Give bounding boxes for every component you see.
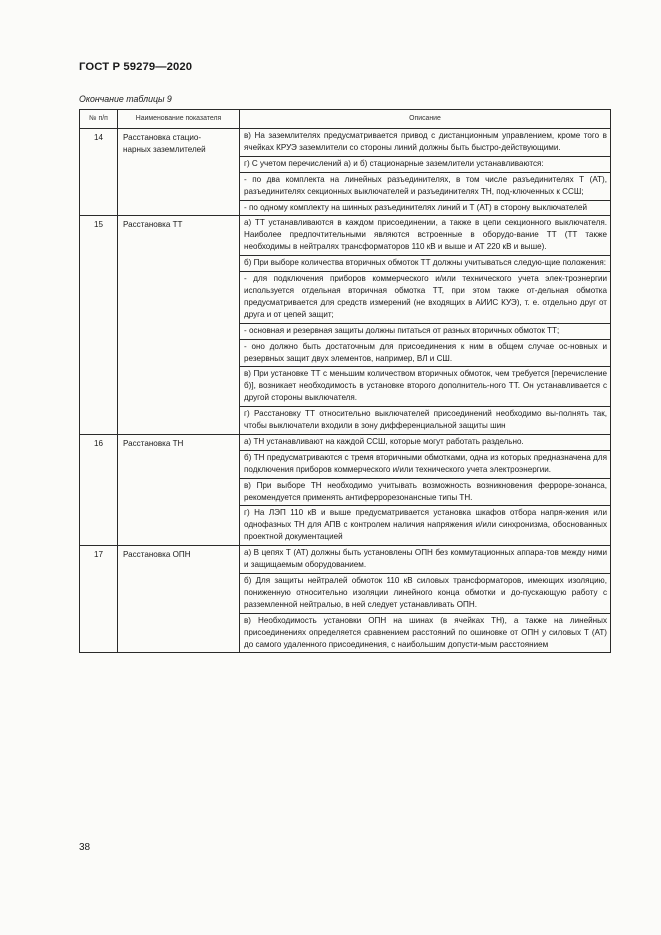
table-header-row	[80, 110, 611, 129]
description-paragraph: - оно должно быть достаточным для присоединения к ним в общем случае ос-новных и резервных защит двух элементов, например, ВЛ и СШ.	[240, 340, 610, 368]
description-paragraph: г) С учетом перечислений а) и б) стационарные заземлители устанавливаются:	[240, 157, 610, 173]
description-paragraph: б) Для защиты нейтралей обмоток 110 кВ силовых трансформаторов, имеющих изоляцию, пониженную относительно изоляции линейного конца обмотки и до-пускающую работу с разземленной нейтралью, в ней следует устанавливать ОПН.	[240, 574, 610, 614]
indicator-name: Расстановка ТН	[118, 434, 240, 545]
document-title: ГОСТ Р 59279—2020	[79, 61, 193, 73]
table-body	[80, 129, 611, 653]
row-number: 15	[80, 216, 118, 435]
column-header-description: Описание	[240, 110, 611, 129]
description-cell	[240, 216, 611, 435]
description-paragraph: в) При установке ТТ с меньшим количеством вторичных обмоток, чем требуется [перечисление б)], возникает необходимость в установке второго дополнитель-ного ТТ. Он устанавливается с другой стороны выключателя.	[240, 367, 610, 407]
row-number: 17	[80, 546, 118, 653]
description-paragraph: - по одному комплекту на шинных разъединителях линий и Т (АТ) в сторону выключателей	[244, 202, 587, 212]
description-paragraph: в) При выборе ТН необходимо учитывать возможность возникновения ферроре-зонанса, рекомендуется применять антиферрорезонансные типы ТН.	[240, 479, 610, 507]
table-row	[80, 129, 611, 216]
description-cell	[240, 434, 611, 545]
indicator-name: Расстановка ТТ	[118, 216, 240, 435]
description-paragraph: г) Расстановку ТТ относительно выключателей присоединений необходимо вы-полнять так, чтобы выключатели входили в зону дифференциальной защиты шин	[244, 409, 607, 431]
table-row	[80, 434, 611, 545]
table-row	[80, 216, 611, 435]
description-cell	[240, 129, 611, 216]
row-number: 14	[80, 129, 118, 216]
description-paragraph: а) В цепях Т (АТ) должны быть установлены ОПН без коммутационных аппара-тов между ними и защищаемым оборудованием.	[240, 546, 610, 574]
description-paragraph: г) На ЛЭП 110 кВ и выше предусматривается установка шкафов отбора напря-жения или однофазных ТН для АПВ с контролем наличия напряжения и/или синхронизма, обоснованных проектной документацией	[244, 508, 607, 542]
description-paragraph: - по два комплекта на линейных разъединителях, в том числе разъединителях Т (АТ), разъединителях секционных выключателей и разъединителях ТН, под-ключенных к ССШ;	[240, 173, 610, 201]
column-header-name: Наименование показателя	[118, 110, 240, 129]
row-number: 16	[80, 434, 118, 545]
description-paragraph: а) ТТ устанавливаются в каждом присоединении, а также в цепи секционного выключателя. Наиболее предпочтительными являются встроенные в оборудо-вание ТТ (ТТ также необходимы в нейтралях трансформаторов 110 кВ и выше и АТ 220 кВ и выше).	[240, 216, 610, 256]
table-row	[80, 546, 611, 653]
description-paragraph: - для подключения приборов коммерческого и/или технического учета элек-троэнергии используется отдельная вторичная обмотка ТТ, при этом также от-дельная обмотка предусматривается для средств измерений (не входящих в АИИС КУЭ), т. е. отдельно друг от друга и от цепей защит;	[240, 272, 610, 324]
description-paragraph: а) ТН устанавливают на каждой ССШ, которые могут работать раздельно.	[240, 435, 610, 451]
description-paragraph: б) ТН предусматриваются с тремя вторичными обмотками, одна из которых предназначена для подключения приборов коммерческого и/или технического учета электроэнергии.	[240, 451, 610, 479]
description-cell	[240, 546, 611, 653]
indicator-name: Расстановка ОПН	[118, 546, 240, 653]
indicator-name: Расстановка стацио- нарных заземлителей	[118, 129, 240, 216]
indicators-table	[79, 109, 611, 653]
description-paragraph: - основная и резервная защиты должны питаться от разных вторичных обмоток ТТ;	[240, 324, 610, 340]
description-paragraph: б) При выборе количества вторичных обмоток ТТ должны учитываться следую-щие положения:	[240, 256, 610, 272]
table-caption: Окончание таблицы 9	[79, 94, 172, 104]
page-number: 38	[79, 842, 91, 853]
description-paragraph: в) Необходимость установки ОПН на шинах (в ячейках ТН), а также на линейных присоединениях определяется сравнением расстояний по ошиновке от ОПН у силовых Т (АТ) до самого удаленного присоединения, с наибольшим допусти-мым расстоянием	[244, 615, 607, 649]
description-paragraph: в) На заземлителях предусматривается привод с дистанционным управлением, кроме того в ячейках КРУЭ заземлители со стороны линий должны быть быстро-действующими.	[240, 129, 610, 157]
column-header-number: № п/п	[80, 110, 118, 129]
